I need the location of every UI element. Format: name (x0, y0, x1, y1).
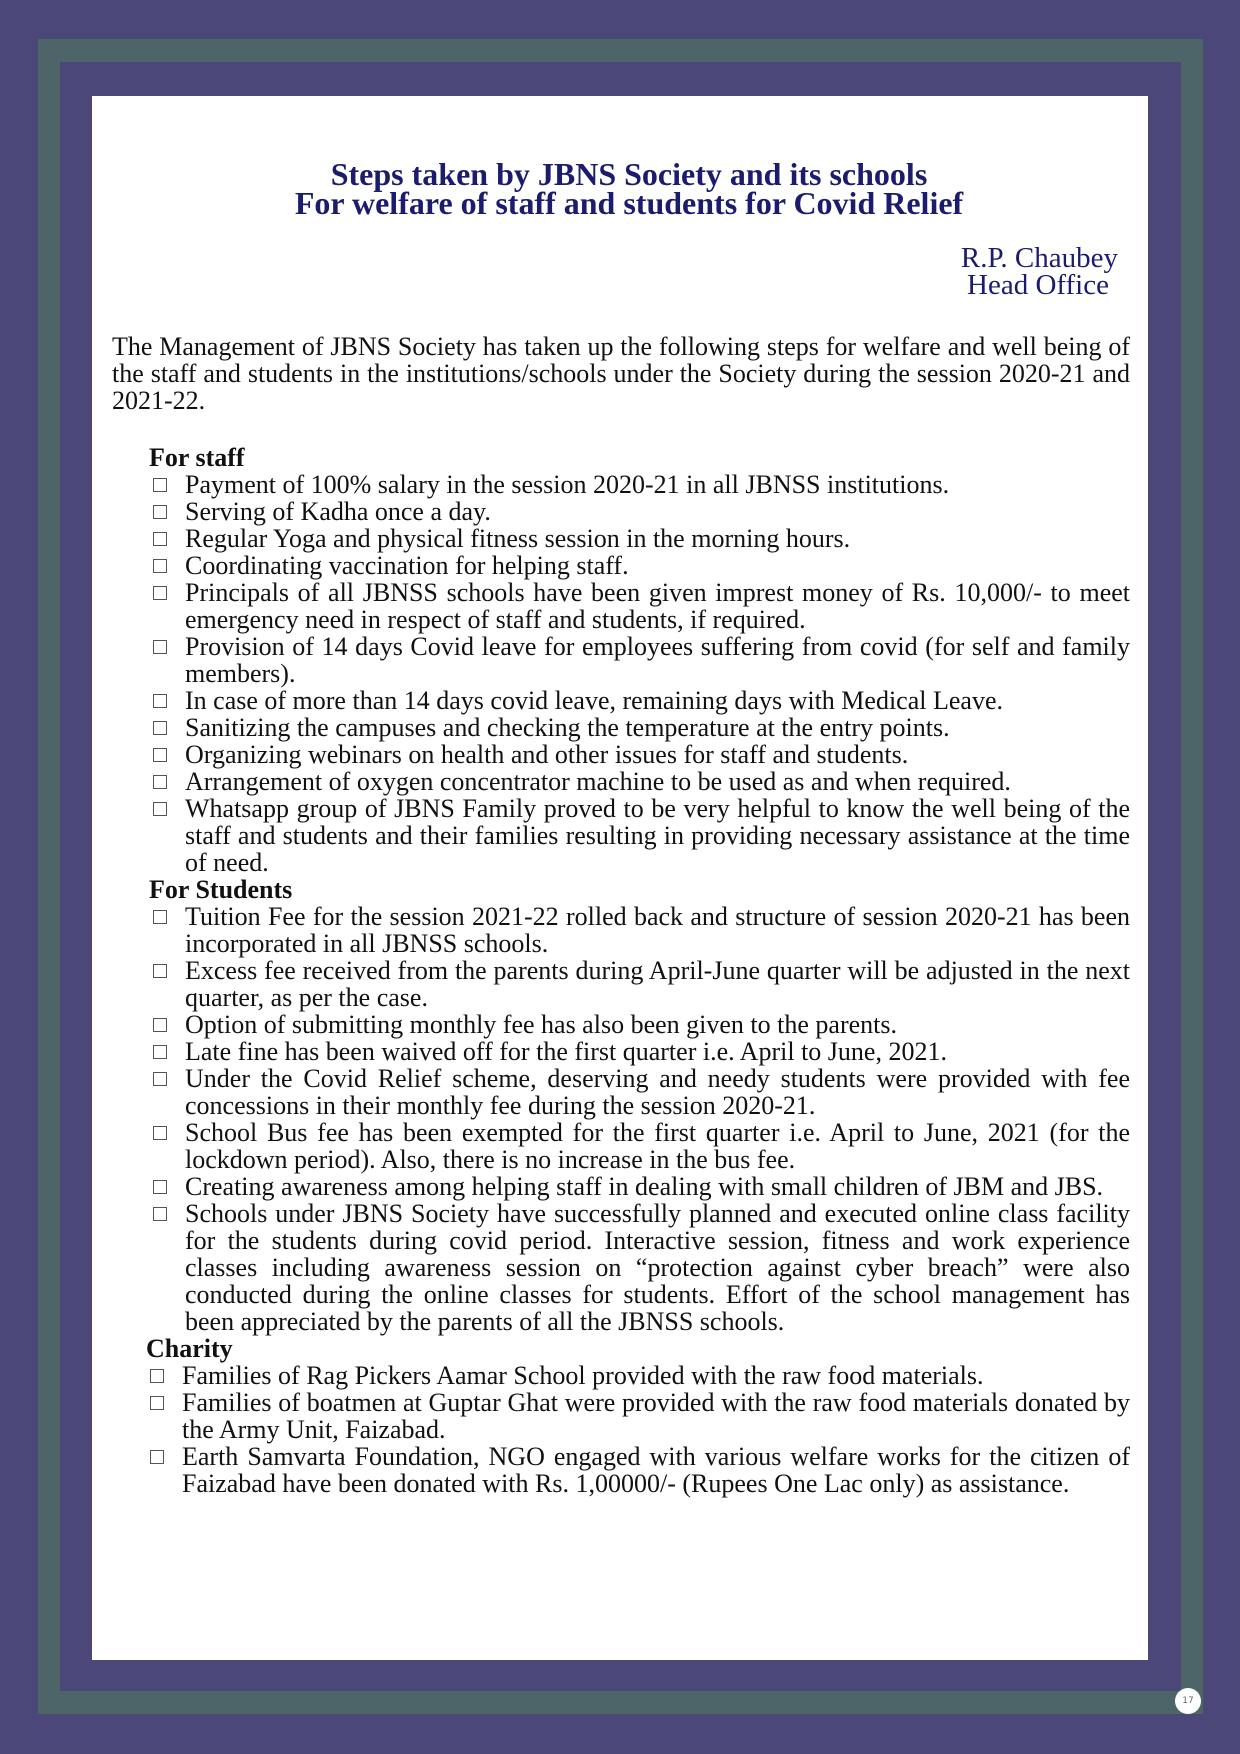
intro-paragraph: The Management of JBNS Society has taken up the following steps for welfare and well being of the staff and students in the institutions/schools under the Society during the session 2020-21 and 2021-22. (112, 332, 1130, 415)
list-item-text: Provision of 14 days Covid leave for employees suffering from covid (for self and family members). (185, 632, 1130, 688)
checkbox-bullet-icon (153, 505, 167, 519)
sections-container (112, 444, 1130, 1497)
checkbox-bullet-icon (153, 640, 167, 654)
checkbox-bullet-icon (153, 1072, 167, 1086)
section-heading: For Students (149, 875, 293, 904)
list-item (149, 903, 1130, 957)
list-item-text: Under the Covid Relief scheme, deserving and needy students were provided with fee concessions in their monthly fee during the session 2020-21. (185, 1064, 1130, 1120)
list-item (149, 1011, 1130, 1038)
bullet-list (146, 1362, 1130, 1497)
list-item-text: Serving of Kadha once a day. (185, 497, 491, 526)
author-block (112, 242, 1130, 301)
list-item-text: Creating awareness among helping staff in dealing with small children of JBM and JBS. (185, 1172, 1104, 1201)
list-item (149, 687, 1130, 714)
page-title (112, 156, 1130, 221)
title-line-2: For welfare of staff and students for Covid Relief (294, 185, 964, 221)
checkbox-bullet-icon (150, 1369, 164, 1383)
list-item (146, 1362, 1130, 1389)
author-name: R.P. Chaubey (960, 242, 1118, 274)
list-item-text: Late fine has been waived off for the first quarter i.e. April to June, 2021. (185, 1037, 947, 1066)
checkbox-bullet-icon (153, 694, 167, 708)
list-item-text: Organizing webinars on health and other issues for staff and students. (185, 740, 909, 769)
list-item (146, 1389, 1130, 1443)
checkbox-bullet-icon (153, 802, 167, 816)
author-office: Head Office (967, 269, 1109, 301)
list-item (149, 957, 1130, 1011)
document-page (92, 96, 1148, 1660)
list-item (146, 1443, 1130, 1497)
checkbox-bullet-icon (153, 532, 167, 546)
list-item (149, 1065, 1130, 1119)
list-item-text: Tuition Fee for the session 2021-22 rolled back and structure of session 2020-21 has been incorporated in all JBNSS schools. (185, 902, 1130, 958)
checkbox-bullet-icon (153, 559, 167, 573)
list-item (149, 1119, 1130, 1173)
list-item-text: Sanitizing the campuses and checking the temperature at the entry points. (185, 713, 950, 742)
list-item-text: Payment of 100% salary in the session 2020-21 in all JBNSS institutions. (185, 470, 950, 499)
checkbox-bullet-icon (153, 586, 167, 600)
list-item-text: Option of submitting monthly fee has also been given to the parents. (185, 1010, 897, 1039)
list-item-text: In case of more than 14 days covid leave, remaining days with Medical Leave. (185, 686, 1003, 715)
list-item (149, 498, 1130, 525)
title-line-1: Steps taken by JBNS Society and its schools (330, 156, 928, 192)
list-item-text: Arrangement of oxygen concentrator machine to be used as and when required. (185, 767, 1011, 796)
list-item (149, 795, 1130, 876)
bullet-list (149, 471, 1130, 876)
list-item (149, 714, 1130, 741)
checkbox-bullet-icon (150, 1450, 164, 1464)
section (146, 1335, 1130, 1497)
checkbox-bullet-icon (153, 1018, 167, 1032)
list-item-text: School Bus fee has been exempted for the first quarter i.e. April to June, 2021 (for the lockdown period). Also, there is no increase in the bus fee. (185, 1118, 1130, 1174)
section-heading: For staff (149, 443, 245, 472)
page-number: 17 (1175, 1688, 1201, 1714)
checkbox-bullet-icon (153, 1045, 167, 1059)
list-item (149, 471, 1130, 498)
list-item (149, 552, 1130, 579)
list-item (149, 579, 1130, 633)
list-item (149, 1173, 1130, 1200)
bullet-list (149, 903, 1130, 1335)
checkbox-bullet-icon (153, 721, 167, 735)
checkbox-bullet-icon (153, 964, 167, 978)
checkbox-bullet-icon (153, 910, 167, 924)
checkbox-bullet-icon (153, 775, 167, 789)
list-item (149, 741, 1130, 768)
list-item (149, 525, 1130, 552)
list-item-text: Principals of all JBNSS schools have been given imprest money of Rs. 10,000/- to meet emergency need in respect of staff and students, if required. (185, 578, 1130, 634)
checkbox-bullet-icon (150, 1396, 164, 1410)
section (149, 444, 1130, 876)
checkbox-bullet-icon (153, 1180, 167, 1194)
list-item-text: Families of Rag Pickers Aamar School provided with the raw food materials. (182, 1361, 984, 1390)
list-item-text: Regular Yoga and physical fitness session in the morning hours. (185, 524, 851, 553)
list-item (149, 1200, 1130, 1335)
list-item (149, 633, 1130, 687)
checkbox-bullet-icon (153, 478, 167, 492)
list-item-text: Whatsapp group of JBNS Family proved to be very helpful to know the well being of the staff and students and their families resulting in providing necessary assistance at the time of need. (185, 794, 1130, 877)
list-item-text: Earth Samvarta Foundation, NGO engaged with various welfare works for the citizen of Faizabad have been donated with Rs. 1,00000/- (Rupees One Lac only) as assistance. (182, 1442, 1130, 1498)
checkbox-bullet-icon (153, 1126, 167, 1140)
list-item-text: Excess fee received from the parents during April-June quarter will be adjusted in the next quarter, as per the case. (185, 956, 1130, 1012)
list-item (149, 768, 1130, 795)
list-item (149, 1038, 1130, 1065)
checkbox-bullet-icon (153, 748, 167, 762)
list-item-text: Schools under JBNS Society have successfully planned and executed online class facility for the students during covid period. Interactive session, fitness and work experience classes including awareness session on “protection against cyber breach” were also conducted during the online classes for students. Effort of the school management has been appreciated by the parents of all the JBNSS schools. (185, 1199, 1130, 1336)
section (149, 876, 1130, 1335)
section-heading: Charity (146, 1334, 233, 1363)
checkbox-bullet-icon (153, 1207, 167, 1221)
list-item-text: Coordinating vaccination for helping staff. (185, 551, 629, 580)
list-item-text: Families of boatmen at Guptar Ghat were provided with the raw food materials donated by the Army Unit, Faizabad. (182, 1388, 1130, 1444)
